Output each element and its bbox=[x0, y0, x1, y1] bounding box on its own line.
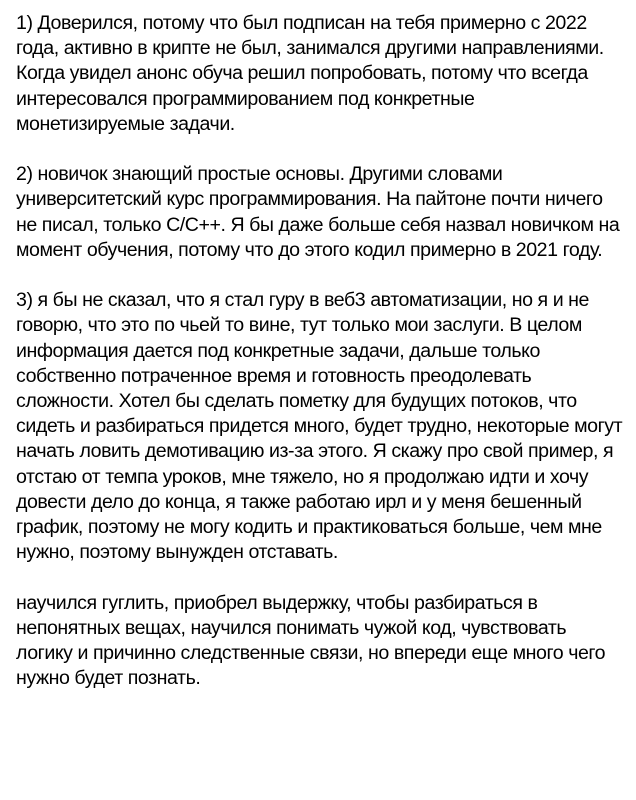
message-paragraph-2: 2) новичок знающий простые основы. Другими словами университетский курс программирования. На пайтоне почти ничего не писал, только С/С++. Я бы даже больше себя назвал новичком на момент обучения, потому что до этого кодил примерно в 2021 году. bbox=[16, 163, 620, 261]
message-paragraph-1: 1) Доверился, потому что был подписан на тебя примерно с 2022 года, активно в крипте не был, занимался другими направлениями. Когда увидел анонс обуча решил попробовать, потому что всегда интересовался программированием под конкретные монетизируемые задачи. bbox=[16, 12, 604, 135]
message-paragraph-4: научился гуглить, приобрел выдержку, чтобы разбираться в непонятных вещах, научился понимать чужой код, чувствовать логику и причинно следственные связи, но впереди еще много чего нужно будет познать. bbox=[16, 591, 606, 690]
message-paragraph-3: 3) я бы не сказал, что я стал гуру в веб3 автоматизации, но я и не говорю, что это по чьей то вине, тут только мои заслуги. В целом информация дается под конкретные задачи, дальше только собственно потраченное время и готовность преодолевать сложности. Хотел бы сделать пометку для будущих потоков, что сидеть и разбираться придется много, будет трудно, некоторые могут начать ловить демотивацию из-за этого. Я скажу про свой пример, я отстаю от темпа уроков, мне тяжело, но я продолжаю идти и хочу довести дело до конца, я также работаю ирл и у меня бешенный график, поэтому не могу кодить и практиковаться больше, чем мне нужно, поэтому вынужден отставать. bbox=[16, 289, 623, 564]
